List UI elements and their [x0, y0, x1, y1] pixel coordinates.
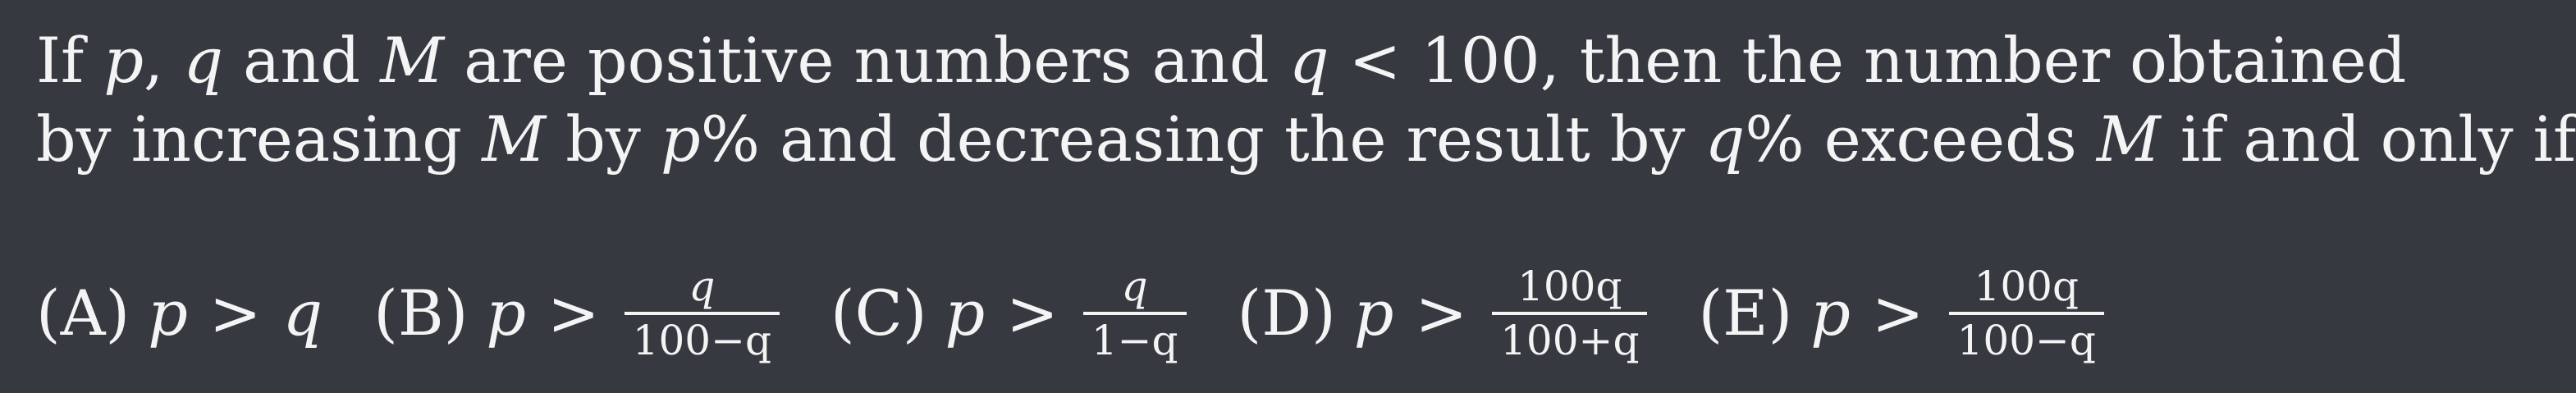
- percent-sign: %: [700, 103, 760, 176]
- greater-than-symbol: >: [1871, 276, 1924, 350]
- fraction: [1083, 263, 1187, 364]
- math-var-M: M: [2096, 103, 2161, 176]
- fraction-numerator: 100q: [1974, 263, 2079, 310]
- fraction: [1949, 263, 2104, 364]
- word: If: [36, 24, 85, 97]
- choice-label: (D): [1237, 276, 1336, 350]
- math-var-q: q: [183, 24, 223, 97]
- fraction-numerator: 100q: [1517, 263, 1622, 310]
- greater-than-symbol: >: [547, 276, 600, 350]
- math-var-p: p: [1353, 276, 1394, 350]
- word: and: [243, 24, 361, 97]
- choice-label: (C): [830, 276, 927, 350]
- word: exceeds: [1823, 103, 2077, 176]
- fraction-numerator: q: [1121, 263, 1148, 310]
- fraction: [1492, 263, 1647, 364]
- greater-than-symbol: >: [208, 276, 262, 350]
- math-var-p: p: [486, 276, 526, 350]
- problem-line-2: [36, 100, 2576, 179]
- choice-label: (B): [373, 276, 469, 350]
- math-var-p: p: [103, 24, 144, 97]
- text-run: and decreasing the result by: [780, 103, 1686, 176]
- choice-c[interactable]: [830, 263, 1187, 364]
- choice-d[interactable]: [1238, 263, 1648, 364]
- choice-label: (E): [1698, 276, 1793, 350]
- math-var-p: p: [1810, 276, 1851, 350]
- choice-a[interactable]: [36, 274, 323, 353]
- word: by: [565, 103, 641, 176]
- fraction-denominator: 100−q: [1956, 317, 2096, 364]
- number-100: 100,: [1421, 24, 1560, 97]
- math-var-M: M: [380, 24, 445, 97]
- fraction: [625, 263, 780, 364]
- math-var-q: q: [1288, 24, 1329, 97]
- choice-e[interactable]: [1698, 263, 2103, 364]
- choice-b[interactable]: [373, 263, 780, 364]
- less-than-symbol: <: [1348, 24, 1402, 97]
- text-run: if and only if: [2180, 103, 2576, 176]
- answer-choices: [36, 263, 2155, 364]
- fraction-denominator: 1−q: [1091, 317, 1178, 364]
- math-var-q: q: [282, 276, 323, 350]
- greater-than-symbol: >: [1415, 276, 1468, 350]
- comma: ,: [143, 24, 164, 97]
- math-var-M: M: [482, 103, 547, 176]
- text-run: are positive numbers and: [464, 24, 1270, 97]
- fraction-denominator: 100−q: [632, 317, 772, 364]
- math-var-p: p: [945, 276, 986, 350]
- math-var-p: p: [148, 276, 188, 350]
- problem-statement: [36, 21, 2576, 179]
- choice-label: (A): [36, 276, 130, 350]
- text-run: then the number obtained: [1579, 24, 2407, 97]
- math-var-p: p: [661, 103, 701, 176]
- fraction-numerator: q: [689, 263, 716, 310]
- greater-than-symbol: >: [1006, 276, 1059, 350]
- percent-sign: %: [1745, 103, 1805, 176]
- problem-line-1: [36, 21, 2407, 100]
- math-var-q: q: [1704, 103, 1746, 176]
- text-run: by increasing: [36, 103, 463, 176]
- fraction-denominator: 100+q: [1500, 317, 1640, 364]
